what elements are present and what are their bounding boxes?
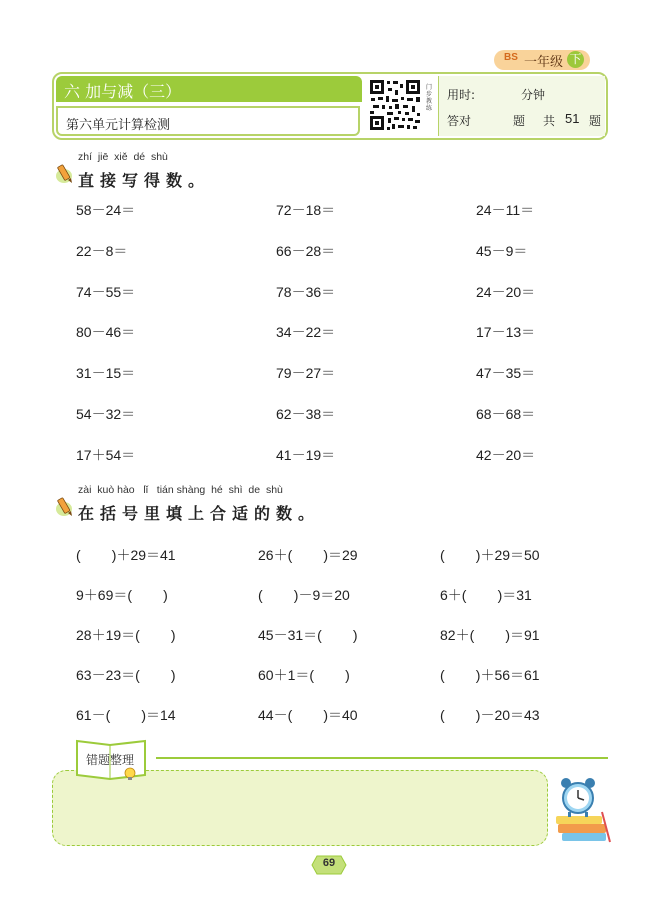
score-panel <box>438 76 605 136</box>
problem: 54－32＝ <box>76 406 136 422</box>
total-count: 51 <box>565 111 580 126</box>
problem: 66－28＝ <box>276 243 336 259</box>
grade-badge <box>494 50 590 70</box>
problem: 62－38＝ <box>276 406 336 422</box>
page-number-badge <box>311 854 347 876</box>
qr-caption: 门步教练 <box>426 84 433 112</box>
problem: 22－8＝ <box>76 243 128 259</box>
fill-blank-problem: 44－( )＝40 <box>258 707 358 723</box>
fill-blank-problem: 9＋69＝( ) <box>76 587 168 603</box>
fill-blank-problem: ( )＋56＝61 <box>440 667 540 683</box>
problem: 24－11＝ <box>476 202 535 218</box>
unit-test-title: 第六单元计算检测 <box>66 118 171 133</box>
correct-unit: 题 <box>513 114 526 128</box>
section1-title: 直接写得数。 <box>78 171 211 190</box>
problem: 79－27＝ <box>276 365 336 381</box>
problem: 17－13＝ <box>476 324 536 340</box>
pencil-icon <box>55 163 77 185</box>
edition-label: BS <box>504 52 518 63</box>
page-number: 69 <box>322 857 336 869</box>
problem: 72－18＝ <box>276 202 336 218</box>
fill-blank-problem: ( )＋29＝41 <box>76 547 176 563</box>
mistakes-divider <box>156 757 608 759</box>
problem: 68－68＝ <box>476 406 536 422</box>
section2-pinyin: zài kuò hào lǐ tián shàng hé shì de shù <box>78 484 283 496</box>
section2-title: 在括号里填上合适的数。 <box>78 504 321 523</box>
fill-blank-problem: 45－31＝( ) <box>258 627 358 643</box>
grade-label: 一年级 <box>524 55 564 70</box>
fill-blank-problem: 6＋( )＝31 <box>440 587 532 603</box>
problem: 47－35＝ <box>476 365 536 381</box>
fill-blank-problem: 63－23＝( ) <box>76 667 176 683</box>
problem: 17＋54＝ <box>76 447 136 463</box>
fill-blank-problem: ( )－9＝20 <box>258 587 350 603</box>
qr-code-icon[interactable] <box>368 78 422 132</box>
header-box <box>52 72 608 140</box>
time-unit: 分钟 <box>521 88 546 102</box>
fill-blank-problem: 28＋19＝( ) <box>76 627 176 643</box>
problem: 45－9＝ <box>476 243 528 259</box>
unit-test-banner <box>56 106 360 136</box>
fill-blank-problem: 82＋( )＝91 <box>440 627 540 643</box>
time-label: 用时: <box>447 88 476 102</box>
problem: 24－20＝ <box>476 284 536 300</box>
problem: 31－15＝ <box>76 365 136 381</box>
chapter-title: 六 加与减（三） <box>64 82 182 101</box>
section1-pinyin: zhí jiē xiě dé shù <box>78 151 168 163</box>
problem: 74－55＝ <box>76 284 136 300</box>
fill-blank-problem: 60＋1＝( ) <box>258 667 350 683</box>
total-label: 共 <box>543 114 556 128</box>
mistakes-label: 错题整理 <box>86 753 135 767</box>
chapter-banner <box>56 76 362 102</box>
alarm-clock-books-icon <box>554 772 612 846</box>
problem: 58－24＝ <box>76 202 136 218</box>
problem: 41－19＝ <box>276 447 336 463</box>
semester-label: 下 <box>567 51 584 68</box>
total-unit: 题 <box>589 114 602 128</box>
fill-blank-problem: ( )－20＝43 <box>440 707 540 723</box>
fill-blank-problem: ( )＋29＝50 <box>440 547 540 563</box>
header-title-area <box>56 76 362 136</box>
correct-label: 答对 <box>447 114 472 128</box>
problem: 42－20＝ <box>476 447 536 463</box>
problem: 78－36＝ <box>276 284 336 300</box>
fill-blank-problem: 61－( )＝14 <box>76 707 176 723</box>
mistakes-notes-area[interactable] <box>52 770 548 846</box>
fill-blank-problem: 26＋( )＝29 <box>258 547 358 563</box>
problem: 80－46＝ <box>76 324 136 340</box>
pencil-icon <box>55 496 77 518</box>
problem: 34－22＝ <box>276 324 336 340</box>
